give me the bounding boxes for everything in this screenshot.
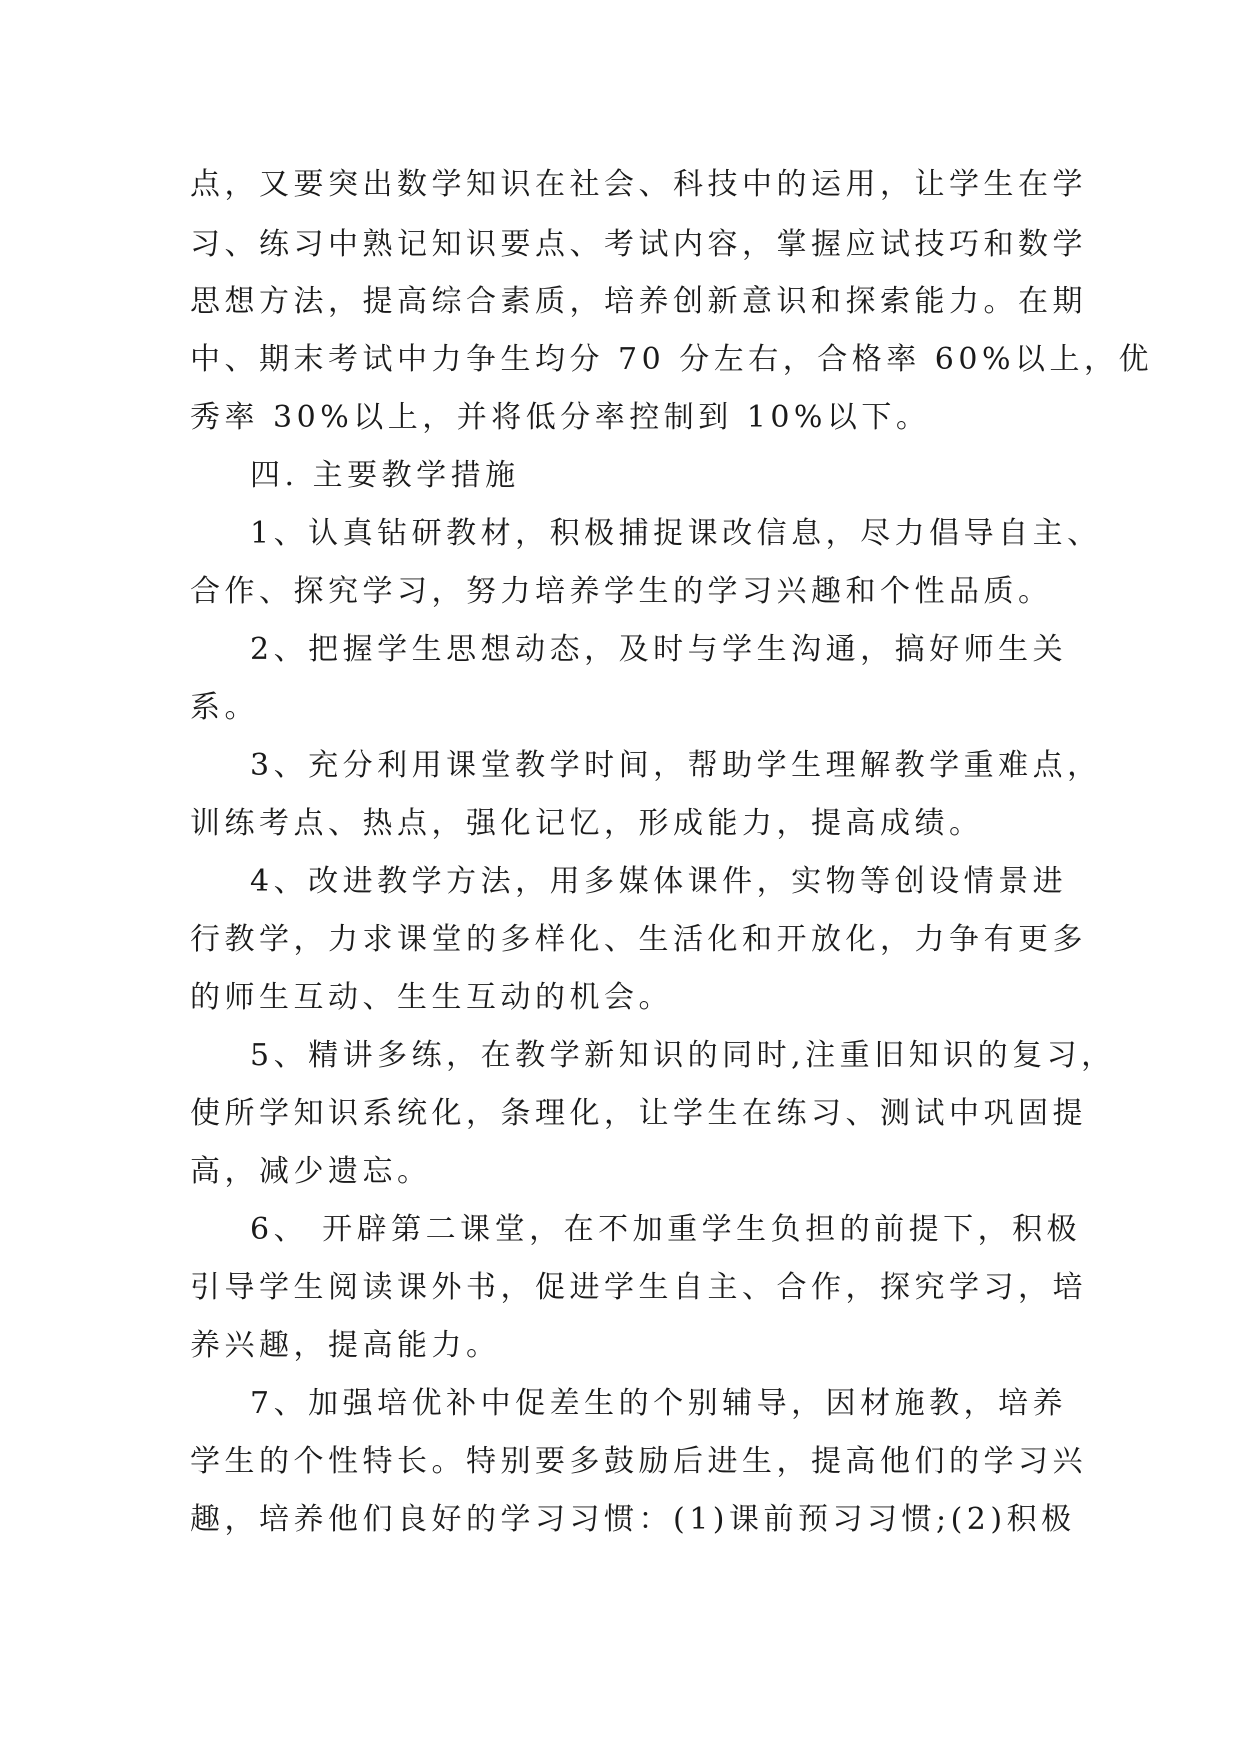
text-line: 合作、探究学习，努力培养学生的学习兴趣和个性品质。 bbox=[190, 574, 1053, 609]
text-line: 习、练习中熟记知识要点、考试内容，掌握应试技巧和数学 bbox=[190, 227, 1087, 262]
text-line: 系。 bbox=[190, 690, 259, 725]
text-line: 4、改进教学方法，用多媒体课件，实物等创设情景进 bbox=[250, 864, 1068, 899]
text-line: 训练考点、热点，强化记忆，形成能力，提高成绩。 bbox=[190, 806, 984, 841]
text-line: 中、期末考试中力争生均分 70 分左右，合格率 60%以上，优 bbox=[190, 342, 1153, 377]
text-line: 引导学生阅读课外书，促进学生自主、合作，探究学习，培 bbox=[190, 1270, 1087, 1305]
text-line: 学生的个性特长。特别要多鼓励后进生，提高他们的学习兴 bbox=[190, 1444, 1087, 1479]
text-line: 6、 开辟第二课堂，在不加重学生负担的前提下，积极 bbox=[250, 1212, 1082, 1247]
text-line: 点，又要突出数学知识在社会、科技中的运用，让学生在学 bbox=[190, 167, 1087, 202]
text-line: 1、认真钻研教材，积极捕捉课改信息，尽力倡导自主、 bbox=[250, 516, 1102, 551]
text-line: 使所学知识系统化，条理化，让学生在练习、测试中巩固提 bbox=[190, 1096, 1087, 1131]
text-line: 秀率 30%以上，并将低分率控制到 10%以下。 bbox=[190, 400, 931, 435]
text-line: 行教学，力求课堂的多样化、生活化和开放化，力争有更多 bbox=[190, 922, 1087, 957]
text-line: 2、把握学生思想动态，及时与学生沟通，搞好师生关 bbox=[250, 632, 1068, 667]
text-line: 5、精讲多练，在教学新知识的同时,注重旧知识的复习， bbox=[250, 1038, 1116, 1073]
text-line: 高，减少遗忘。 bbox=[190, 1154, 432, 1189]
text-line: 的师生互动、生生互动的机会。 bbox=[190, 980, 673, 1015]
text-line: 养兴趣，提高能力。 bbox=[190, 1328, 501, 1363]
text-line: 3、充分利用课堂教学时间，帮助学生理解教学重难点， bbox=[250, 748, 1102, 783]
section-heading: 四. 主要教学措施 bbox=[250, 458, 520, 493]
text-line: 7、加强培优补中促差生的个别辅导，因材施教，培养 bbox=[250, 1386, 1068, 1421]
text-line: 思想方法，提高综合素质，培养创新意识和探索能力。在期 bbox=[190, 284, 1087, 319]
text-line: 趣，培养他们良好的学习习惯：(1)课前预习习惯;(2)积极 bbox=[190, 1502, 1076, 1537]
